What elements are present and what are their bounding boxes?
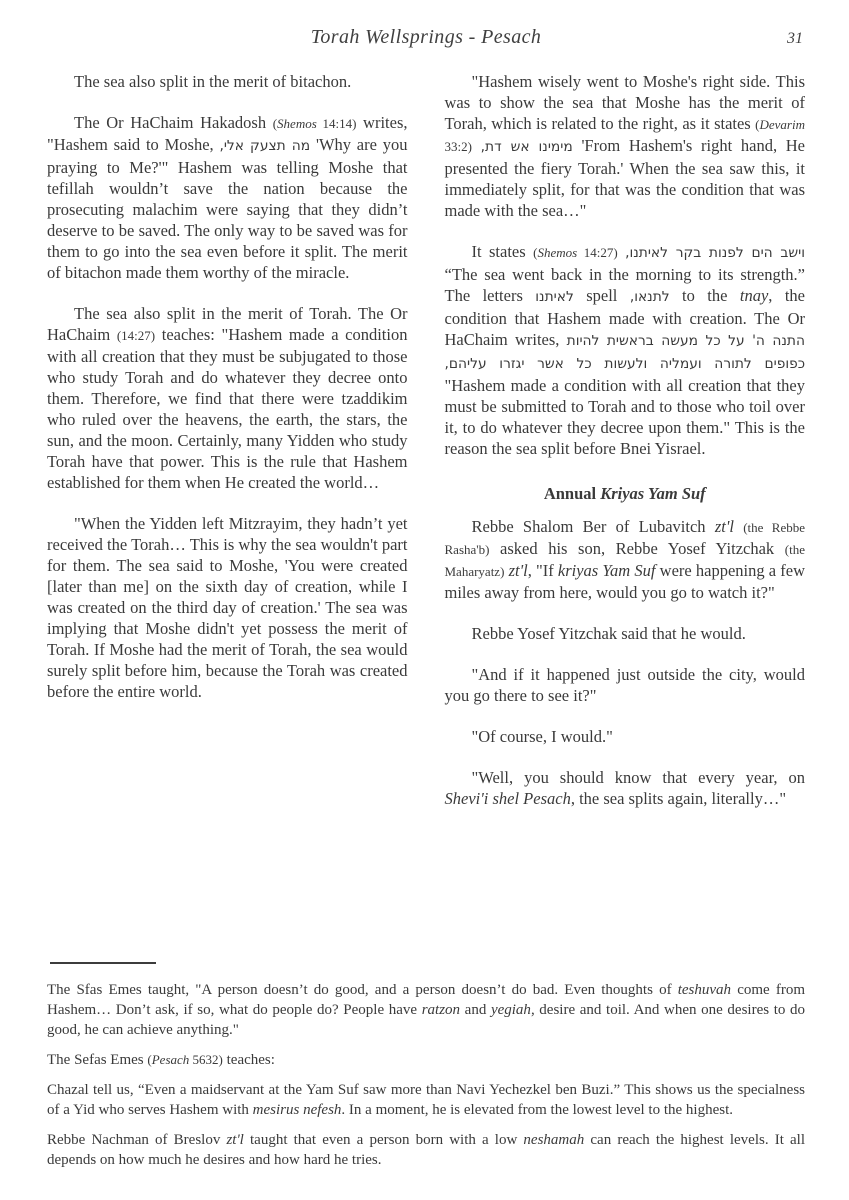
page-number: 31 <box>787 30 803 47</box>
page-title: Torah Wellsprings - Pesach <box>310 26 542 48</box>
footnote-divider <box>50 962 156 964</box>
paragraph: Rebbe Shalom Ber of Lubavitch zt'l (the Rebbe Rasha'b) asked his son, Rebbe Yosef Yitzchak (the Maharyatz) zt'l, "If kriyas Yam Suf were happening a few miles away from here, would you go to watch it?" <box>444 517 806 602</box>
right-column <box>445 71 806 809</box>
paragraph: "Hashem wisely went to Moshe's right side. This was to show the sea that Moshe has the merit of Torah, which is related to the right, as it states (Devarim 33:2) מימינו אש דת, 'From Hashem's right hand, He presented the fiery Torah.' When the sea saw this, it immediately split, for that was the condition that was made with the sea…" <box>444 72 806 220</box>
left-column <box>47 71 408 809</box>
paragraph: Rebbe Yosef Yitzchak said that he would. <box>471 624 746 643</box>
section-heading: Annual Kriyas Yam Suf <box>543 484 706 503</box>
footnote: The Sefas Emes (Pesach 5632) teaches: <box>47 1052 275 1068</box>
footnote: Rebbe Nachman of Breslov zt'l taught that even a person born with a low neshamah can reach the highest levels. It all depends on how much he desires and how hard he tries. <box>47 1132 805 1168</box>
footnote: The Sfas Emes taught, "A person doesn’t do good, and a person doesn’t do bad. Even thoughts of teshuvah come from Hashem… Don’t ask, if so, what do people do? People have ratzon and yegiah, desire and toil. And when one desires to do good, he can achieve anything." <box>47 982 806 1038</box>
paragraph: "Of course, I would." <box>471 727 613 746</box>
footnote: Chazal tell us, “Even a maidservant at the Yam Suf saw more than Navi Yechezkel ben Buzi.” This shows us the specialness of a Yid who serves Hashem with mesirus nefesh. In a moment, he is elevated from the lowest level to the highest. <box>47 1082 805 1118</box>
paragraph: The Or HaChaim Hakadosh (Shemos 14:14) writes, "Hashem said to Moshe, מה תצעק אלי, 'Why are you praying to Me?'" Hashem was telling Moshe that tefillah wouldn’t save the nation because the prosecuting malachim were saying that they didn’t deserve to be saved. The only way to be saved was for them to go into the sea even before it split. The merit of bitachon made them worthy of the miracle. <box>47 113 408 282</box>
paragraph: "Well, you should know that every year, on Shevi'i shel Pesach, the sea splits again, literally…" <box>444 768 805 808</box>
footnotes-section <box>47 962 805 1170</box>
paragraph: "When the Yidden left Mitzrayim, they hadn’t yet received the Torah… This is why the sea wouldn't part for them. The sea said to Moshe, 'You were created [later than me] on the sixth day of creation, while I was created on the third day of creation.' The sea was implying that Moshe didn't yet possess the merit of Torah. If Moshe had the merit of Torah, the sea would surely split before him, because the Torah was created before the entire world. <box>47 514 408 701</box>
paragraph: The sea also split in the merit of bitachon. <box>74 72 352 91</box>
two-column-body <box>47 71 805 809</box>
paragraph: It states (Shemos 14:27) וישב הים לפנות בקר לאיתנו, “The sea went back in the morning to its strength.” The letters לאיתנו spell לתנאו, to the tnay, the condition that Hashem made with creation. The Or HaChaim writes, התנה ה' על כל מעשה בראשית להיות כפופים לתורה ועמליה ולעשות כל אשר יגזרו עליהם, "Hashem made a condition with all creation that they must be submitted to Torah and to those who toil over it, to do whatever they decree upon them." This is the reason the sea split before Bnei Yisrael. <box>444 242 805 458</box>
paragraph: "And if it happened just outside the city, would you go there to see it?" <box>444 665 805 705</box>
page-header <box>47 26 805 54</box>
paragraph: The sea also split in the merit of Torah. The Or HaChaim (14:27) teaches: "Hashem made a condition with all creation that they must be subjugated to those who study Torah and do whatever they decree onto them. Therefore, we find that there were tzaddikim who ruled over the heavens, the earth, the stars, the sun, and the moon. Certainly, many Yidden who study Torah have that power. This is the rule that Hashem established for them when He created the world… <box>47 304 408 492</box>
